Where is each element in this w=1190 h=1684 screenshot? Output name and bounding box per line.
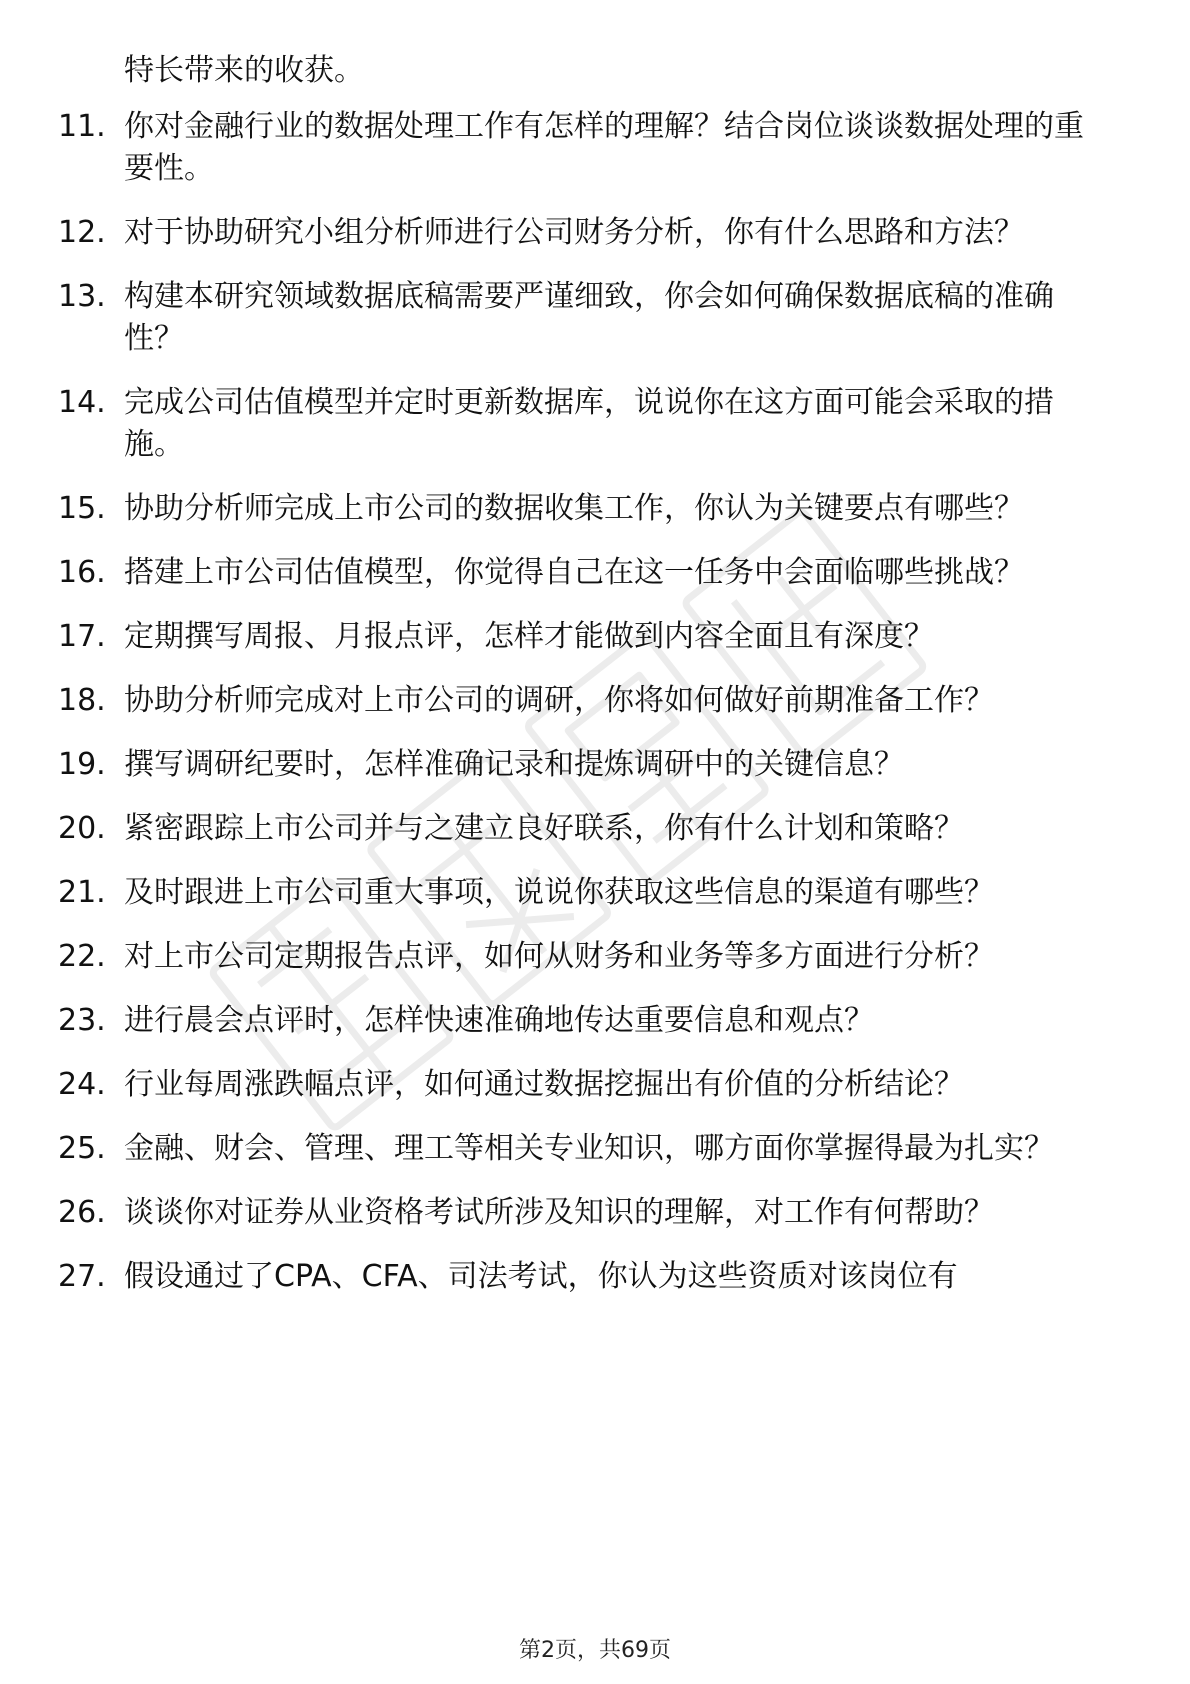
question-text: 你对金融行业的数据处理工作有怎样的理解？结合岗位谈谈数据处理的重要性。 [124, 109, 1084, 186]
question-item [0, 488, 1190, 530]
question-item [0, 936, 1190, 978]
question-text: 撰写调研纪要时，怎样准确记录和提炼调研中的关键信息？ [124, 747, 904, 782]
question-number: 21. [58, 875, 106, 910]
question-text: 假设通过了CPA、CFA、司法考试，你认为这些资质对该岗位有 [124, 1259, 958, 1294]
question-number: 12. [58, 215, 106, 250]
question-item [0, 382, 1190, 466]
question-text: 行业每周涨跌幅点评，如何通过数据挖掘出有价值的分析结论？ [124, 1067, 964, 1102]
question-item [0, 808, 1190, 850]
question-item [0, 616, 1190, 658]
question-number: 25. [58, 1131, 106, 1166]
question-number: 16. [58, 555, 106, 590]
question-number: 13. [58, 279, 106, 314]
question-list [0, 106, 1190, 1320]
question-item [0, 276, 1190, 360]
question-item [0, 872, 1190, 914]
question-item [0, 1000, 1190, 1042]
page-footer: 第2页，共69页 [519, 1638, 671, 1663]
question-item [0, 1128, 1190, 1170]
question-item [0, 1064, 1190, 1106]
question-number: 23. [58, 1003, 106, 1038]
question-text: 谈谈你对证券从业资格考试所涉及知识的理解，对工作有何帮助？ [124, 1195, 994, 1230]
question-number: 22. [58, 939, 106, 974]
question-number: 11. [58, 109, 106, 144]
question-number: 20. [58, 811, 106, 846]
question-text: 完成公司估值模型并定时更新数据库，说说你在这方面可能会采取的措施。 [124, 385, 1054, 462]
question-number: 19. [58, 747, 106, 782]
question-number: 15. [58, 491, 106, 526]
question-text: 构建本研究领域数据底稿需要严谨细致，你会如何确保数据底稿的准确性？ [124, 279, 1054, 356]
question-text: 进行晨会点评时，怎样快速准确地传达重要信息和观点？ [124, 1003, 874, 1038]
question-item [0, 1256, 1190, 1298]
question-item [0, 680, 1190, 722]
question-text: 对于协助研究小组分析师进行公司财务分析，你有什么思路和方法？ [124, 215, 1024, 250]
question-number: 17. [58, 619, 106, 654]
question-number: 26. [58, 1195, 106, 1230]
question-text: 协助分析师完成对上市公司的调研，你将如何做好前期准备工作？ [124, 683, 994, 718]
question-text: 及时跟进上市公司重大事项，说说你获取这些信息的渠道有哪些？ [124, 875, 994, 910]
question-number: 14. [58, 385, 106, 420]
question-item [0, 552, 1190, 594]
question-number: 27. [58, 1259, 106, 1294]
question-number: 18. [58, 683, 106, 718]
question-text: 定期撰写周报、月报点评，怎样才能做到内容全面且有深度？ [124, 619, 934, 654]
question-item [0, 106, 1190, 190]
continuation-text: 特长带来的收获。 [124, 53, 364, 88]
question-text: 金融、财会、管理、理工等相关专业知识，哪方面你掌握得最为扎实？ [124, 1131, 1054, 1166]
question-item [0, 744, 1190, 786]
question-text: 对上市公司定期报告点评，如何从财务和业务等多方面进行分析？ [124, 939, 994, 974]
question-text: 搭建上市公司估值模型，你觉得自己在这一任务中会面临哪些挑战？ [124, 555, 1024, 590]
question-text: 协助分析师完成上市公司的数据收集工作，你认为关键要点有哪些？ [124, 491, 1024, 526]
question-text: 紧密跟踪上市公司并与之建立良好联系，你有什么计划和策略？ [124, 811, 964, 846]
question-number: 24. [58, 1067, 106, 1102]
question-item [0, 1192, 1190, 1234]
question-item [0, 212, 1190, 254]
